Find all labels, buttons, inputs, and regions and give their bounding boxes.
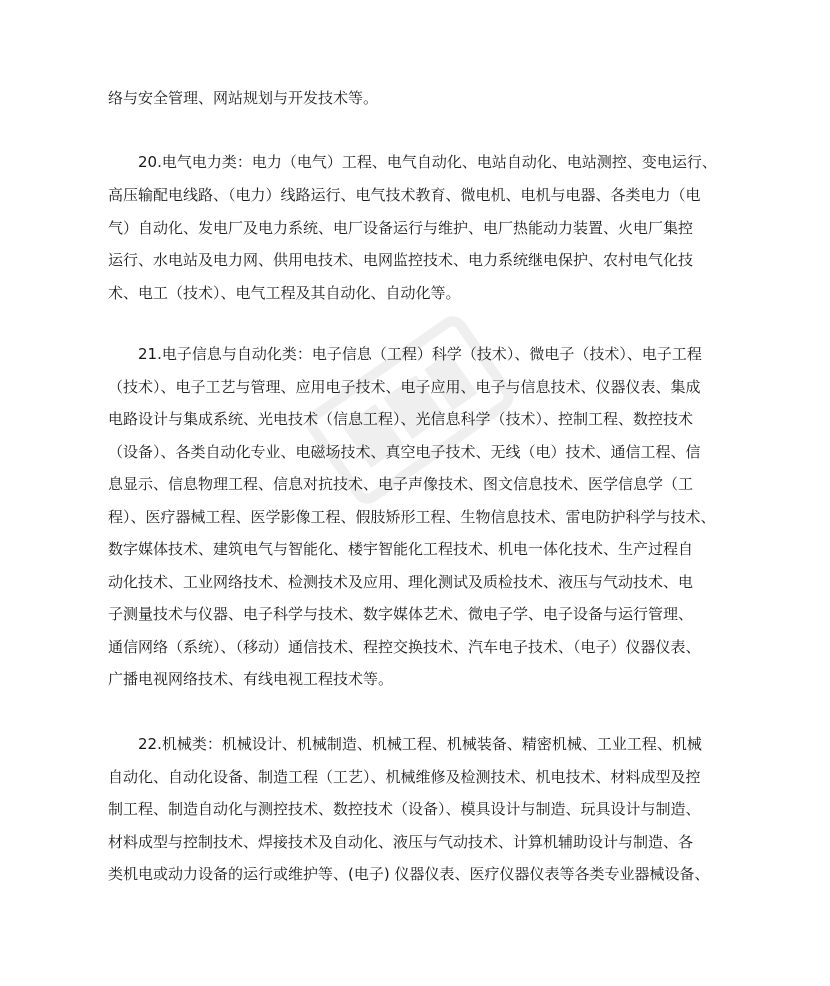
p20-line-1: 20.电气电力类：电力（电气）工程、电气自动化、电站自动化、电站测控、变电运行、 bbox=[138, 153, 717, 171]
p21-line-10: 通信网络（系统）、（移动）通信技术、程控交换技术、汽车电子技术、（电子）仪器仪表、 bbox=[108, 638, 701, 656]
p21-line-11: 广播电视网络技术、有线电视工程技术等。 bbox=[108, 670, 394, 688]
p20-line-5: 术、电工（技术）、电气工程及其自动化、自动化等。 bbox=[108, 284, 461, 302]
p21-line-2: （技术）、电子工艺与管理、应用电子技术、电子应用、电子与信息技术、仪器仪表、集成 bbox=[108, 378, 701, 396]
continued-line: 络与安全管理、网站规划与开发技术等。 bbox=[108, 89, 379, 107]
p20-line-4: 运行、水电站及电力网、供用电技术、电网监控技术、电力系统继电保护、农村电气化技 bbox=[108, 251, 694, 269]
p22-line-5: 类机电或动力设备的运行或维护等、(电子) 仪器仪表、医疗仪器仪表等各类专业器械设备、 bbox=[108, 865, 710, 883]
p22-line-2: 自动化、自动化设备、制造工程（工艺）、机械维修及检测技术、机电技术、材料成型及控 bbox=[108, 768, 701, 786]
p22-line-1: 22.机械类：机械设计、机械制造、机械工程、机械装备、精密机械、工业工程、机械 bbox=[138, 735, 702, 753]
p21-line-4: （设备）、各类自动化专业、电磁场技术、真空电子技术、无线（电）技术、通信工程、信 bbox=[108, 443, 701, 461]
p21-line-3: 电路设计与集成系统、光电技术（信息工程）、光信息科学（技术）、控制工程、数控技术 bbox=[108, 410, 694, 428]
p22-line-4: 材料成型与控制技术、焊接技术及自动化、液压与气动技术、计算机辅助设计与制造、各 bbox=[108, 833, 694, 851]
p21-line-5: 息显示、信息物理工程、信息对抗技术、电子声像技术、图文信息技术、医学信息学（工 bbox=[108, 475, 694, 493]
p21-line-1: 21.电子信息与自动化类：电子信息（工程）科学（技术）、微电子（技术）、电子工程 bbox=[138, 345, 702, 363]
p21-line-8: 动化技术、工业网络技术、检测技术及应用、理化测试及质检技术、液压与气动技术、电 bbox=[108, 573, 694, 591]
p21-line-9: 子测量技术与仪器、电子科学与技术、数字媒体艺术、微电子学、电子设备与运行管理、 bbox=[108, 605, 694, 623]
p20-line-3: 气）自动化、发电厂及电力系统、电厂设备运行与维护、电厂热能动力装置、火电厂集控 bbox=[108, 219, 694, 237]
p20-line-2: 高压输配电线路、（电力）线路运行、电气技术教育、微电机、电机与电器、各类电力（电 bbox=[108, 186, 701, 204]
p21-line-6: 程）、医疗器械工程、医学影像工程、假肢矫形工程、生物信息技术、雷电防护科学与技术、 bbox=[108, 508, 716, 526]
p22-line-3: 制工程、制造自动化与测控技术、数控技术（设备）、模具设计与制造、玩具设计与制造、 bbox=[108, 800, 701, 818]
p21-line-7: 数字媒体技术、建筑电气与智能化、楼宇智能化工程技术、机电一体化技术、生产过程自 bbox=[108, 540, 694, 558]
